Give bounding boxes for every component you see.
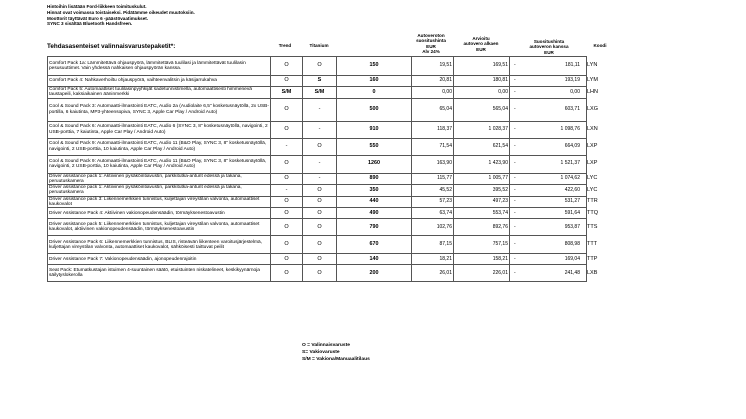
price-with-tax-max-cell	[510, 265, 587, 282]
price-with-tax-max-cell	[510, 208, 587, 219]
trend-availability: O	[271, 76, 303, 87]
range-dash: -	[514, 88, 516, 95]
package-description: Driver assistance pack 3: Liikennemerkkien tunnistus, kuljettajan vireystilan valvonta, automaattiset kaukovalot	[48, 196, 271, 208]
header-code: Koodi	[593, 43, 607, 48]
price-with-tax-max-cell	[510, 121, 587, 138]
price-with-tax-max-cell	[510, 155, 587, 173]
trend-availability: O	[271, 155, 303, 173]
price-with-tax-min: 892,76	[454, 219, 510, 236]
price-with-tax-min: 497,23	[454, 196, 510, 208]
trend-availability: O	[271, 265, 303, 282]
package-description: Comfort Pack 1a: Lämmitettävä ohjauspyörä, lämmitettävä tuulilasi ja lämmitettävät tuulilasin pesusuuttimet. Vain yhdessä nahkaisen ohjauspyörän kanssa.	[48, 57, 271, 76]
estimated-car-tax: 71,54	[412, 138, 454, 155]
table-row	[48, 196, 723, 208]
titanium-availability: O	[303, 254, 337, 265]
estimated-car-tax: 0,00	[412, 87, 454, 99]
note-line: Moottorit täyttävät Euro 6 -päästövaatimukset.	[47, 15, 149, 21]
trend-availability: O	[271, 254, 303, 265]
option-code: TTR	[587, 198, 598, 205]
price-without-tax: 0	[337, 87, 412, 99]
header-tax	[453, 36, 509, 52]
titanium-availability: O	[303, 265, 337, 282]
table-row	[48, 208, 723, 219]
trend-availability: O	[271, 98, 303, 121]
header-tax-line: autovero alkaen	[463, 41, 499, 47]
price-without-tax: 890	[337, 173, 412, 185]
package-description: Driver Assistance Pack 4: Aktiivinen vakionopeudensäädin, törmäyksenestoavustin	[48, 208, 271, 219]
package-description: Cool & Sound Pack 9: Automaatti-ilmastointi EATC, Audio 11 (B&O Play, SYNC 3, 8" kosketusnäytöllä, navigointi, 2 USB-porttia, 10 kaiutinta, Apple Car Play / Android Auto)	[48, 155, 271, 173]
estimated-car-tax: 63,74	[412, 208, 454, 219]
price-without-tax: 1260	[337, 155, 412, 173]
estimated-car-tax: 19,51	[412, 57, 454, 76]
package-description: Driver assistance pack 1: Aktiivinen pysäköintiavustin, parkkitutka-anturit edessä ja takana, peruutuskamera	[48, 173, 271, 185]
range-dash: -	[514, 175, 516, 182]
price-with-tax-max: 603,71	[564, 105, 580, 112]
price-with-tax-min: 565,04	[454, 98, 510, 121]
estimated-car-tax: 18,21	[412, 254, 454, 265]
package-description: Driver Assistance Pack 7: Vakionopeudensäädin, ajonopeudenrajoitin	[48, 254, 271, 265]
range-dash: -	[514, 255, 516, 262]
price-with-tax-min: 0,00	[454, 87, 510, 99]
titanium-availability: -	[303, 98, 337, 121]
header-tax-line: EUR	[476, 46, 486, 52]
note-line: Hinnat ovat voimassa toistaiseksi. Pidätämme oikeudet muutoksiin.	[47, 9, 195, 15]
price-with-tax-max-cell	[510, 185, 587, 197]
range-dash: -	[514, 223, 516, 230]
trend-availability: O	[271, 219, 303, 236]
titanium-availability: S	[303, 76, 337, 87]
price-with-tax-min: 158,21	[454, 254, 510, 265]
option-code: LXP	[587, 142, 598, 149]
titanium-availability: O	[303, 196, 337, 208]
header-price	[411, 33, 451, 55]
option-code: TTS	[587, 223, 598, 230]
package-description: Driver Assistance Pack 6: Liikennemerkkien tunnistus, BLIS, risteävän liikenteen varoitusjärjestelmä, kuljettajan vireystilan valvonta, automaattiset kaukovalot, sähköisesti taittuvat peilit	[48, 236, 271, 254]
price-without-tax: 550	[337, 138, 412, 155]
titanium-availability: -	[303, 173, 337, 185]
table-row	[48, 155, 723, 173]
table-row	[48, 236, 723, 254]
price-with-tax-max-cell	[510, 87, 587, 99]
table-row	[48, 138, 723, 155]
estimated-car-tax: 57,23	[412, 196, 454, 208]
price-with-tax-max: 531,27	[564, 198, 580, 205]
price-with-tax-max-cell	[510, 196, 587, 208]
option-code: LYN	[587, 62, 598, 69]
range-dash: -	[514, 209, 516, 216]
option-code: LYM	[587, 77, 598, 84]
option-code: LYC	[587, 186, 598, 193]
legend-standard-manual: S/M = Vakiona/Manuaalitilaus	[302, 357, 370, 363]
price-with-tax-min: 1 028,37	[454, 121, 510, 138]
table-row	[48, 219, 723, 236]
titanium-availability: S/M	[303, 87, 337, 99]
titanium-availability: O	[303, 208, 337, 219]
option-code: LHN	[587, 88, 599, 95]
price-without-tax: 350	[337, 185, 412, 197]
price-with-tax-max: 1 074,62	[560, 175, 580, 182]
trend-availability: O	[271, 173, 303, 185]
price-with-tax-min: 757,15	[454, 236, 510, 254]
trend-availability: -	[271, 185, 303, 197]
package-description: Seat Pack: Etumatkustajan istuimen 4-suuntainen säätö, etuistuinten niskatelineet, keskikyynärnoja säilytyslokerolla	[48, 265, 271, 282]
range-dash: -	[514, 269, 516, 276]
table-row	[48, 121, 723, 138]
option-code: TTQ	[587, 209, 598, 216]
header-total-line: autoveron kanssa	[529, 44, 569, 50]
trend-availability: O	[271, 208, 303, 219]
options-table	[47, 56, 723, 282]
legend	[302, 342, 370, 364]
estimated-car-tax: 163,90	[412, 155, 454, 173]
price-without-tax: 670	[337, 236, 412, 254]
header-tax-line: Arvioitu	[472, 36, 490, 41]
range-dash: -	[514, 77, 516, 84]
price-with-tax-max-cell	[510, 76, 587, 87]
price-with-tax-max: 169,04	[564, 255, 580, 262]
price-without-tax: 490	[337, 208, 412, 219]
package-description: Comfort Pack 4: Nahkaverhoiltu ohjauspyörä, vaihteenvalitsin ja käsijarrukahva	[48, 76, 271, 87]
price-with-tax-max-cell	[510, 236, 587, 254]
package-description: Cool & Sound Pack 9: Automaatti-ilmastointi EATC, Audio 11 (B&O Play, SYNC 3, 8" kosketusnäytöllä, navigointi, 2 USB-porttia, 10 kaiutinta, Apple Car Play / Android Auto)	[48, 138, 271, 155]
price-with-tax-max: 808,98	[564, 241, 580, 248]
table-title: Tehdasasenteiset valinnaisvarustepaketit*:	[47, 43, 176, 50]
range-dash: -	[514, 105, 516, 112]
option-code: TTP	[587, 255, 598, 262]
range-dash: -	[514, 186, 516, 193]
header-total-line: Suositushinta	[533, 39, 565, 44]
option-code: LXP	[587, 160, 598, 167]
price-with-tax-max-cell	[510, 57, 587, 76]
range-dash: -	[514, 241, 516, 248]
table-row	[48, 265, 723, 282]
trend-availability: O	[271, 121, 303, 138]
header-total-line: EUR	[544, 49, 554, 55]
titanium-availability: -	[303, 121, 337, 138]
estimated-car-tax: 87,15	[412, 236, 454, 254]
trend-availability: O	[271, 236, 303, 254]
price-with-tax-min: 395,52	[454, 185, 510, 197]
price-without-tax: 910	[337, 121, 412, 138]
trend-availability: O	[271, 196, 303, 208]
estimated-car-tax: 118,37	[412, 121, 454, 138]
price-with-tax-min: 553,74	[454, 208, 510, 219]
legend-standard: S= Vakiovaruste	[302, 350, 340, 356]
option-code: TTT	[587, 241, 598, 248]
table-row	[48, 57, 723, 76]
price-with-tax-max: 0,00	[570, 88, 580, 95]
price-without-tax: 790	[337, 219, 412, 236]
price-without-tax: 160	[337, 76, 412, 87]
package-description: Cool & Sound Pack 6: Automaatti-ilmastointi EATC, Audio 6 (SYNC 3, 8" kosketusnäytöllä, navigointi, 2 USB-porttia, 7 kaiutinta, Apple Car Play / Android Auto)	[48, 121, 271, 138]
price-without-tax: 440	[337, 196, 412, 208]
package-description: Driver assistance pack 5: Liikennemerkkien tunnistus, kuljettajan vireystilan valvonta, automaattiset kaukovalot, aktiivinen vakionopeudensäädin, törmäyksenestoavustin	[48, 219, 271, 236]
header-price-line: Autoveroton	[417, 33, 445, 38]
estimated-car-tax: 45,52	[412, 185, 454, 197]
price-with-tax-max-cell	[510, 98, 587, 121]
price-with-tax-max: 1 098,76	[560, 125, 580, 132]
note-line: Hintoihin lisätään Ford-liikkeen toimituskulut.	[47, 4, 147, 9]
header-price-line: EUR	[426, 43, 436, 49]
price-with-tax-max: 591,64	[564, 209, 580, 216]
price-with-tax-max: 953,87	[564, 223, 580, 230]
legend-optional: O = Valinnaisvaruste	[302, 343, 350, 348]
price-with-tax-min: 621,54	[454, 138, 510, 155]
price-with-tax-min: 1 423,90	[454, 155, 510, 173]
package-description: Driver assistance pack 1: Aktiivinen pysäköintiavustin, parkkitutka-anturit edessä ja takana, peruutuskamera	[48, 185, 271, 197]
price-with-tax-max-cell	[510, 138, 587, 155]
option-code: LXG	[587, 105, 599, 112]
price-with-tax-max-cell	[510, 173, 587, 185]
table-row	[48, 98, 723, 121]
trend-availability: S/M	[271, 87, 303, 99]
range-dash: -	[514, 198, 516, 205]
table-row	[48, 185, 723, 197]
estimated-car-tax: 26,01	[412, 265, 454, 282]
titanium-availability: O	[303, 138, 337, 155]
price-with-tax-max: 422,60	[564, 186, 580, 193]
titanium-availability: O	[303, 219, 337, 236]
header-trend: Trend	[278, 43, 292, 48]
titanium-availability: O	[303, 236, 337, 254]
price-without-tax: 500	[337, 98, 412, 121]
price-with-tax-max: 664,09	[564, 142, 580, 149]
price-with-tax-max: 181,11	[565, 62, 580, 69]
header-titanium: Titanium	[309, 43, 329, 48]
package-description: Comfort Pack 5: Automaattiset tuulilasinpyyhkijät sadetunnistimella, automaattisesti himmenevä taustapeili, kaksiaikainen ääninmerkki	[48, 87, 271, 99]
option-code: LXN	[587, 125, 598, 132]
table-row	[48, 76, 723, 87]
estimated-car-tax: 115,77	[412, 173, 454, 185]
price-with-tax-max-cell	[510, 254, 587, 265]
estimated-car-tax: 65,04	[412, 98, 454, 121]
option-code: LYC	[587, 175, 598, 182]
price-without-tax: 200	[337, 265, 412, 282]
titanium-availability: O	[303, 185, 337, 197]
trend-availability: O	[271, 57, 303, 76]
price-with-tax-min: 169,51	[454, 57, 510, 76]
note-line: SYNC 3 sisältää Bluetooth Handsfreen.	[47, 21, 133, 27]
range-dash: -	[514, 142, 516, 149]
price-without-tax: 150	[337, 57, 412, 76]
table-row	[48, 87, 723, 99]
trend-availability: -	[271, 138, 303, 155]
package-description: Cool & Sound Pack 3: Automaatti-ilmastointi EATC, Audio 2a (Audiolaite 6,5" kosketusnäytöllä, 2x USB-portilla, 6 kaiutinta, MP3-yhteensopiva, SYNC 3, Apple Car Play / Android Auto)	[48, 98, 271, 121]
price-with-tax-min: 226,01	[454, 265, 510, 282]
range-dash: -	[514, 160, 516, 167]
price-with-tax-max: 193,19	[564, 77, 580, 84]
table-row	[48, 254, 723, 265]
header-total	[511, 39, 587, 55]
price-with-tax-min: 1 005,77	[454, 173, 510, 185]
range-dash: -	[514, 62, 516, 69]
header-price-line: Alv 24%	[422, 49, 440, 55]
range-dash: -	[514, 125, 516, 132]
header-price-line: suositushinta	[416, 38, 446, 44]
price-with-tax-max-cell	[510, 219, 587, 236]
titanium-availability: -	[303, 155, 337, 173]
estimated-car-tax: 102,76	[412, 219, 454, 236]
option-code: LXB	[587, 269, 598, 276]
price-with-tax-max: 1 521,37	[560, 160, 580, 167]
titanium-availability: O	[303, 57, 337, 76]
price-with-tax-min: 180,81	[454, 76, 510, 87]
price-without-tax: 140	[337, 254, 412, 265]
estimated-car-tax: 20,81	[412, 76, 454, 87]
table-row	[48, 173, 723, 185]
price-notes	[47, 4, 195, 27]
price-with-tax-max: 241,48	[564, 269, 580, 276]
